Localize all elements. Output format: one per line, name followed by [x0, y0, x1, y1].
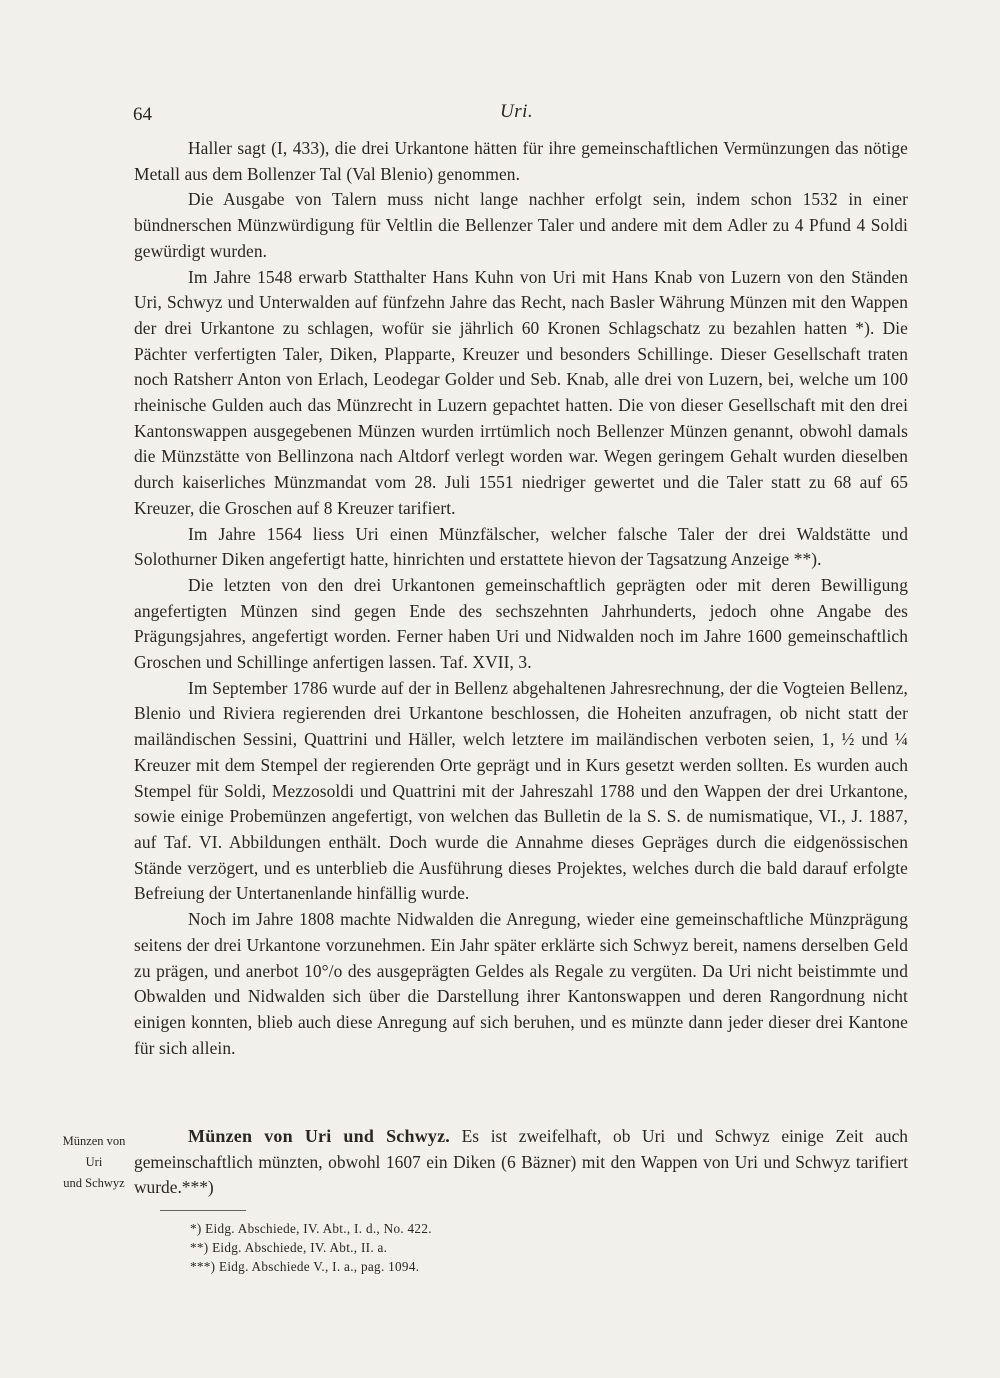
section-heading: Münzen von Uri und Schwyz.	[188, 1126, 450, 1146]
footnote: **) Eidg. Abschiede, IV. Abt., II. a.	[190, 1240, 388, 1255]
page-number: 64	[133, 104, 152, 125]
running-title: Uri.	[500, 101, 534, 122]
footnote: ***) Eidg. Abschiede V., I. a., pag. 1094.	[190, 1259, 420, 1274]
margin-note-line: Uri	[85, 1155, 103, 1169]
footnote-divider	[160, 1210, 246, 1211]
paragraph: Noch im Jahre 1808 machte Nidwalden die Anregung, wieder eine gemeinschaftliche Münzprägung seitens der drei Urkantone vorzunehmen. Ein Jahr später erklärte sich Schwyz bereit, namens derselben Geld zu prägen, und anerbot 10°/o des ausgeprägten Geldes als Regale zu vergüten. Da Uri nicht beistimmte und Obwalden und Nidwalden sich über die Darstellung ihrer Kantonswappen und deren Rangordnung nicht einigen konnten, blieb auch diese Anregung auf sich beruhen, und es münzte dann jeder dieser drei Kantone für sich allein.	[134, 909, 908, 1058]
section-uri-schwyz	[134, 1124, 908, 1201]
margin-note	[44, 1131, 144, 1194]
margin-note-line: und Schwyz	[63, 1176, 125, 1190]
paragraph: Die letzten von den drei Urkantonen gemeinschaftlich geprägten oder mit deren Bewilligung angefertigten Münzen sind gegen Ende des sechszehnten Jahrhunderts, jedoch ohne Angabe des Prägungsjahres, angefertigt worden. Ferner haben Uri und Nidwalden noch im Jahre 1600 gemeinschaftlich Groschen und Schillinge anfertigen lassen. Taf. XVII, 3.	[134, 574, 908, 673]
section-paragraph	[134, 1124, 908, 1201]
paragraph: Im September 1786 wurde auf der in Bellenz abgehaltenen Jahresrechnung, der die Vogteien Bellenz, Blenio und Riviera regierenden drei Urkantone beschlossen, die Hoheiten anzufragen, ob nicht statt der mailändischen Sessini, Quattrini und Häller, welch letztere im mailändischen verboten seien, 1, ½ und ¼ Kreuzer mit dem Stempel der regierenden Orte geprägt und in Kurs gesetzt werden sollten. Es wurden auch Stempel für Soldi, Mezzosoldi und Quattrini mit der Jahreszahl 1788 und den Wappen der drei Urkantone, sowie einige Probemünzen angefertigt, von welchen das Bulletin de la S. S. de numismatique, VI., J. 1887, auf Taf. VI. Abbildungen enthält. Doch wurde die Annahme dieses Gepräges durch die eidgenössischen Stände verzögert, und es unterblieb die Ausführung dieses Projektes, welches durch die bald darauf erfolgte Befreiung der Untertanenlande hinfällig wurde.	[134, 677, 908, 904]
section-text: Es ist zweifelhaft, ob Uri und Schwyz einige Zeit auch gemeinschaftlich münzten, obwohl 1607 ein Diken (6 Bäzner) mit den Wappen von Uri und Schwyz tarifiert wurde.***)	[134, 1126, 908, 1198]
margin-note-line: Münzen von	[62, 1134, 126, 1148]
paragraph: Haller sagt (I, 433), die drei Urkantone hätten für ihre gemeinschaftlichen Vermünzungen das nötige Metall aus dem Bollenzer Tal (Val Blenio) genommen.	[134, 138, 908, 184]
paragraph: Im Jahre 1548 erwarb Statthalter Hans Kuhn von Uri mit Hans Knab von Luzern von den Ständen Uri, Schwyz und Unterwalden auf fünfzehn Jahre das Recht, nach Basler Währung Münzen mit den Wappen der drei Urkantone zu schlagen, wofür sie jährlich 60 Kronen Schlagschatz zu bezahlen hatten *). Die Pächter verfertigten Taler, Diken, Plapparte, Kreuzer und besonders Schillinge. Dieser Gesellschaft traten noch Ratsherr Anton von Erlach, Leodegar Golder und Seb. Knab, alle drei von Luzern, bei, welche um 100 rheinische Gulden auch das Münzrecht in Luzern gepachtet hatten. Die von dieser Gesellschaft mit den drei Kantonswappen ausgegebenen Münzen wurden irrtümlich noch Bellenzer Münzen genannt, obwohl damals die Münzstätte von Bellinzona nach Altdorf verlegt worden war. Wegen geringem Gehalt wurden dieselben durch kaiserliches Münzmandat vom 28. Juli 1551 niedriger gewertet und die Taler statt zu 68 auf 65 Kreuzer, die Groschen auf 8 Kreuzer tarifiert.	[134, 266, 908, 518]
body-text	[134, 136, 908, 1061]
paragraph: Die Ausgabe von Talern muss nicht lange nachher erfolgt sein, indem schon 1532 in einer bündnerschen Münzwürdigung für Veltlin die Bellenzer Taler und andere mit dem Adler zu 4 Pfund 4 Soldi gewürdigt wurden.	[134, 189, 908, 261]
footnote: *) Eidg. Abschiede, IV. Abt., I. d., No. 422.	[190, 1221, 432, 1236]
paragraph: Im Jahre 1564 liess Uri einen Münzfälscher, welcher falsche Taler der drei Waldstätte und Solothurner Diken angefertigt hatte, hinrichten und erstattete hievon der Tagsatzung Anzeige **).	[134, 523, 908, 570]
footnotes	[190, 1219, 432, 1276]
